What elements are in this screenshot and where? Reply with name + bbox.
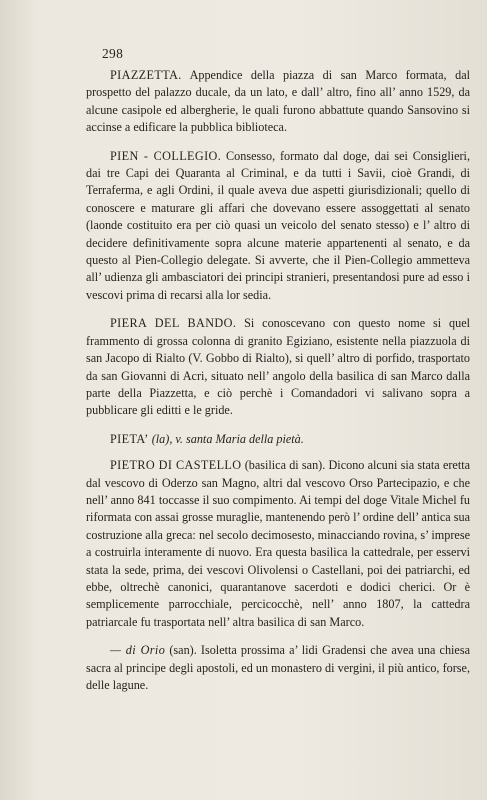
entry-piera-del-bando bbox=[86, 315, 470, 419]
entry-pietro-di-castello bbox=[86, 457, 470, 631]
page-number: 298 bbox=[102, 46, 124, 61]
entry-body: (la), v. santa Maria della pietà. bbox=[151, 431, 304, 446]
entry-headword: — di Orio bbox=[110, 643, 166, 658]
entry-headword: PIETRO DI CASTELLO bbox=[110, 458, 242, 473]
entry-pien-collegio bbox=[86, 148, 470, 305]
entry-headword: PIAZZETTA. bbox=[110, 68, 182, 82]
entry-di-orio bbox=[86, 642, 470, 694]
entry-headword: PIERA DEL BANDO. bbox=[110, 316, 237, 331]
entry-headword: PIETA’ bbox=[110, 431, 149, 446]
dictionary-text bbox=[86, 67, 470, 705]
entry-headword: PIEN - COLLEGIO. bbox=[110, 148, 222, 163]
entry-pieta bbox=[86, 431, 470, 448]
entry-piazzetta bbox=[86, 67, 470, 137]
entry-body: Consesso, formato dal doge, dai sei Consiglieri, dai tre Capi dei Quaranta al Criminal, e da tutti i Savii, cioè Grandi, di Terraferma, e agli Ordini, il quale aveva due aspetti giurisdizionali; quello di conoscere e maturare gli affari che dovevano essere assoggettati al senato (laonde costituito era per ciò quasi un veicolo del senato stesso) e l’ altro di decidere definitivamente sopra alcune materie appartenenti al senato, e da questo al Pien-Collegio delegate. Si avverte, che il Pien-Collegio ammetteva all’ udienza gli ambasciatori dei principi stranieri, presentandosi pure ad esso i vescovi prima di recarsi alla lor sedia. bbox=[86, 148, 470, 302]
entry-body: (basilica di san). Dicono alcuni sia stata eretta dal vescovo di Oderzo san Magno, altri dal vescovo Orso Partecipazio, e che nell’ anno 841 toccasse il suo compimento. Ai tempi del doge Vitale Michel fu riformata con assai grosse muraglie, mantenendo però l’ ordine dell’ antica sua costruzione alla greca: nel secolo decimosesto, minacciando rovina, s’ imprese a costruirla interamente di nuovo. Era questa basilica la cattedrale, per esservi stata la sede, prima, dei vescovi Olivolensi o Castellani, poi dei patriarchi, ed ebbe, oltrechè canonici, quarantanove sacerdoti e dodici cherici. Or è semplicemente parrocchiale, percicocchè, nell’ anno 1807, la cattedra patriarcale fu trasportata nell’ altra basilica di san Marco. bbox=[86, 458, 471, 629]
entry-body: Si conoscevano con questo nome si quel frammento di grossa colonna di granito Egiziano, esistente nella piazzuola di san Jacopo di Rialto (V. Gobbo di Rialto), si quell’ altro di porfido, trasportato da san Giovanni di Acri, situato nell’ angolo della basilica di san Marco dalla parte della Piazzetta, e ciò perchè i Comandadori vi salivano sopra a pubblicare gli editti e le gride. bbox=[86, 316, 470, 418]
entry-body: Appendice della piazza di san Marco formata, dal prospetto del palazzo ducale, da un lato, e dall’ altro, fino all’ anno 1529, da alcune casipole ed albergherie, le quali furono abbattute quando Sansovino si accinse a edificare la pubblica biblioteca. bbox=[86, 68, 470, 135]
entry-body: (san). Isoletta prossima a’ lidi Gradensi che avea una chiesa sacra al principe degli apostoli, ed un monastero di vergini, il più antico, forse, delle lagune. bbox=[86, 643, 470, 692]
